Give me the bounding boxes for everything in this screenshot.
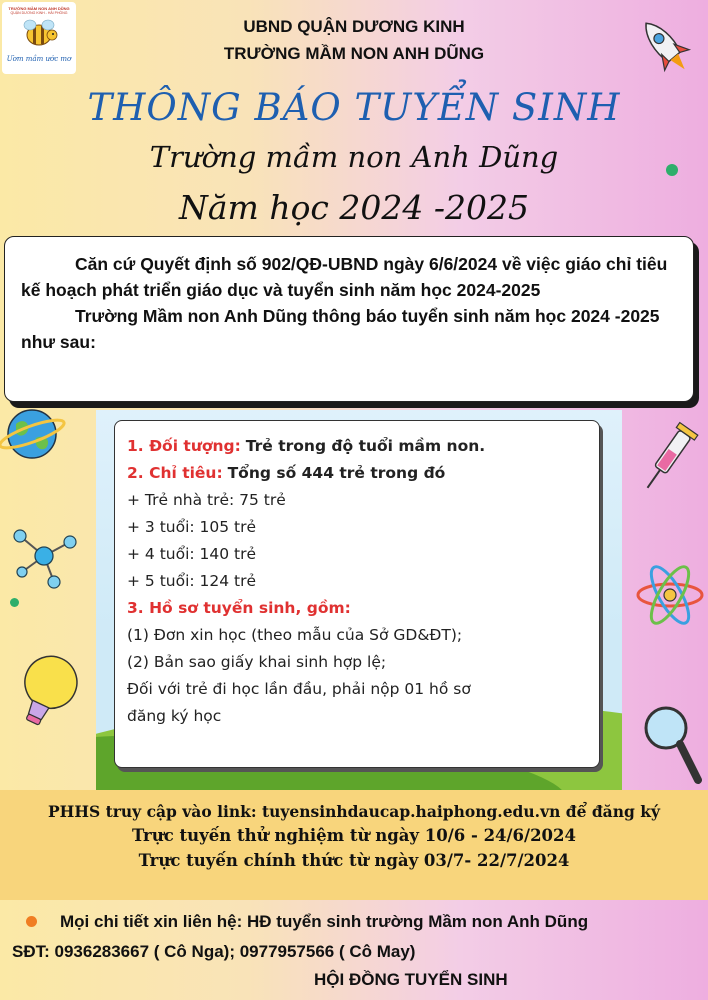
school-subtitle: Trường mầm non Anh Dũng bbox=[149, 140, 559, 174]
molecule-icon bbox=[8, 522, 84, 592]
logo-slogan: Ươm mầm ước mơ bbox=[6, 55, 72, 63]
signature: HỘI ĐỒNG TUYỂN SINH bbox=[314, 970, 508, 989]
quota-value: Tổng số 444 trẻ trong đó bbox=[227, 464, 446, 482]
trial-period-line: Trực tuyến thử nghiệm từ ngày 10/6 - 24/6/2024 bbox=[131, 826, 576, 845]
announcement-title: THÔNG BÁO TUYỂN SINH bbox=[87, 86, 621, 129]
quota-item: + 5 tuổi: 124 trẻ bbox=[127, 572, 257, 590]
intro-paragraph-2: Trường Mầm non Anh Dũng thông báo tuyển sinh năm học 2024 -2025 như sau: bbox=[21, 306, 660, 352]
docs-label: 3. Hồ sơ tuyển sinh, gồm: bbox=[127, 599, 351, 617]
atom-icon bbox=[632, 560, 708, 630]
magnifier-icon bbox=[640, 700, 708, 790]
globe-icon bbox=[0, 400, 70, 470]
quota-label: 2. Chỉ tiêu: bbox=[127, 464, 223, 482]
official-period-line: Trực tuyến chính thức từ ngày 03/7- 22/7/2024 bbox=[138, 851, 570, 870]
quota-row bbox=[127, 460, 589, 487]
decor-dot bbox=[666, 164, 678, 176]
target-label: 1. Đối tượng: bbox=[127, 437, 241, 455]
docs-item: (2) Bản sao giấy khai sinh hợp lệ; bbox=[127, 653, 387, 671]
school-name: TRƯỜNG MẦM NON ANH DŨNG bbox=[223, 44, 485, 63]
intro-paragraph-1: Căn cứ Quyết định số 902/QĐ-UBND ngày 6/6/2024 về việc giáo chỉ tiêu kế hoạch phát triển giáo dục và tuyển sinh năm học 2024-2025 bbox=[21, 254, 668, 300]
phone-line: SĐT: 0936283667 ( Cô Nga); 0977957566 ( Cô May) bbox=[12, 942, 416, 961]
logo-sub-text: QUẬN DƯƠNG KINH - HẢI PHÒNG bbox=[10, 11, 68, 15]
decor-dot bbox=[26, 916, 37, 927]
syringe-icon bbox=[632, 420, 702, 500]
school-year: Năm học 2024 -2025 bbox=[178, 188, 530, 227]
quota-item: + 3 tuổi: 105 trẻ bbox=[127, 518, 257, 536]
intro-box bbox=[4, 236, 694, 402]
target-row bbox=[127, 433, 589, 460]
target-value: Trẻ trong độ tuổi mầm non. bbox=[245, 437, 486, 455]
light-bulb-icon bbox=[0, 645, 90, 745]
district-name: UBND QUẬN DƯƠNG KINH bbox=[243, 17, 465, 36]
registration-link-line: PHHS truy cập vào link: tuyensinhdaucap.haiphong.edu.vn để đăng ký bbox=[48, 802, 660, 821]
docs-item: Đối với trẻ đi học lần đầu, phải nộp 01 hồ sơ bbox=[127, 680, 471, 698]
contact-line: Mọi chi tiết xin liên hệ: HĐ tuyển sinh trường Mầm non Anh Dũng bbox=[60, 912, 589, 931]
quota-item: + 4 tuổi: 140 trẻ bbox=[127, 545, 257, 563]
decor-dot bbox=[10, 598, 19, 607]
logo-top-text: TRƯỜNG MẦM NON ANH DŨNG bbox=[8, 6, 70, 11]
docs-item: đăng ký học bbox=[127, 707, 222, 725]
enrollment-info-box bbox=[114, 420, 600, 768]
quota-item: + Trẻ nhà trẻ: 75 trẻ bbox=[127, 491, 286, 509]
docs-item: (1) Đơn xin học (theo mẫu của Sở GD&ĐT); bbox=[127, 626, 463, 644]
